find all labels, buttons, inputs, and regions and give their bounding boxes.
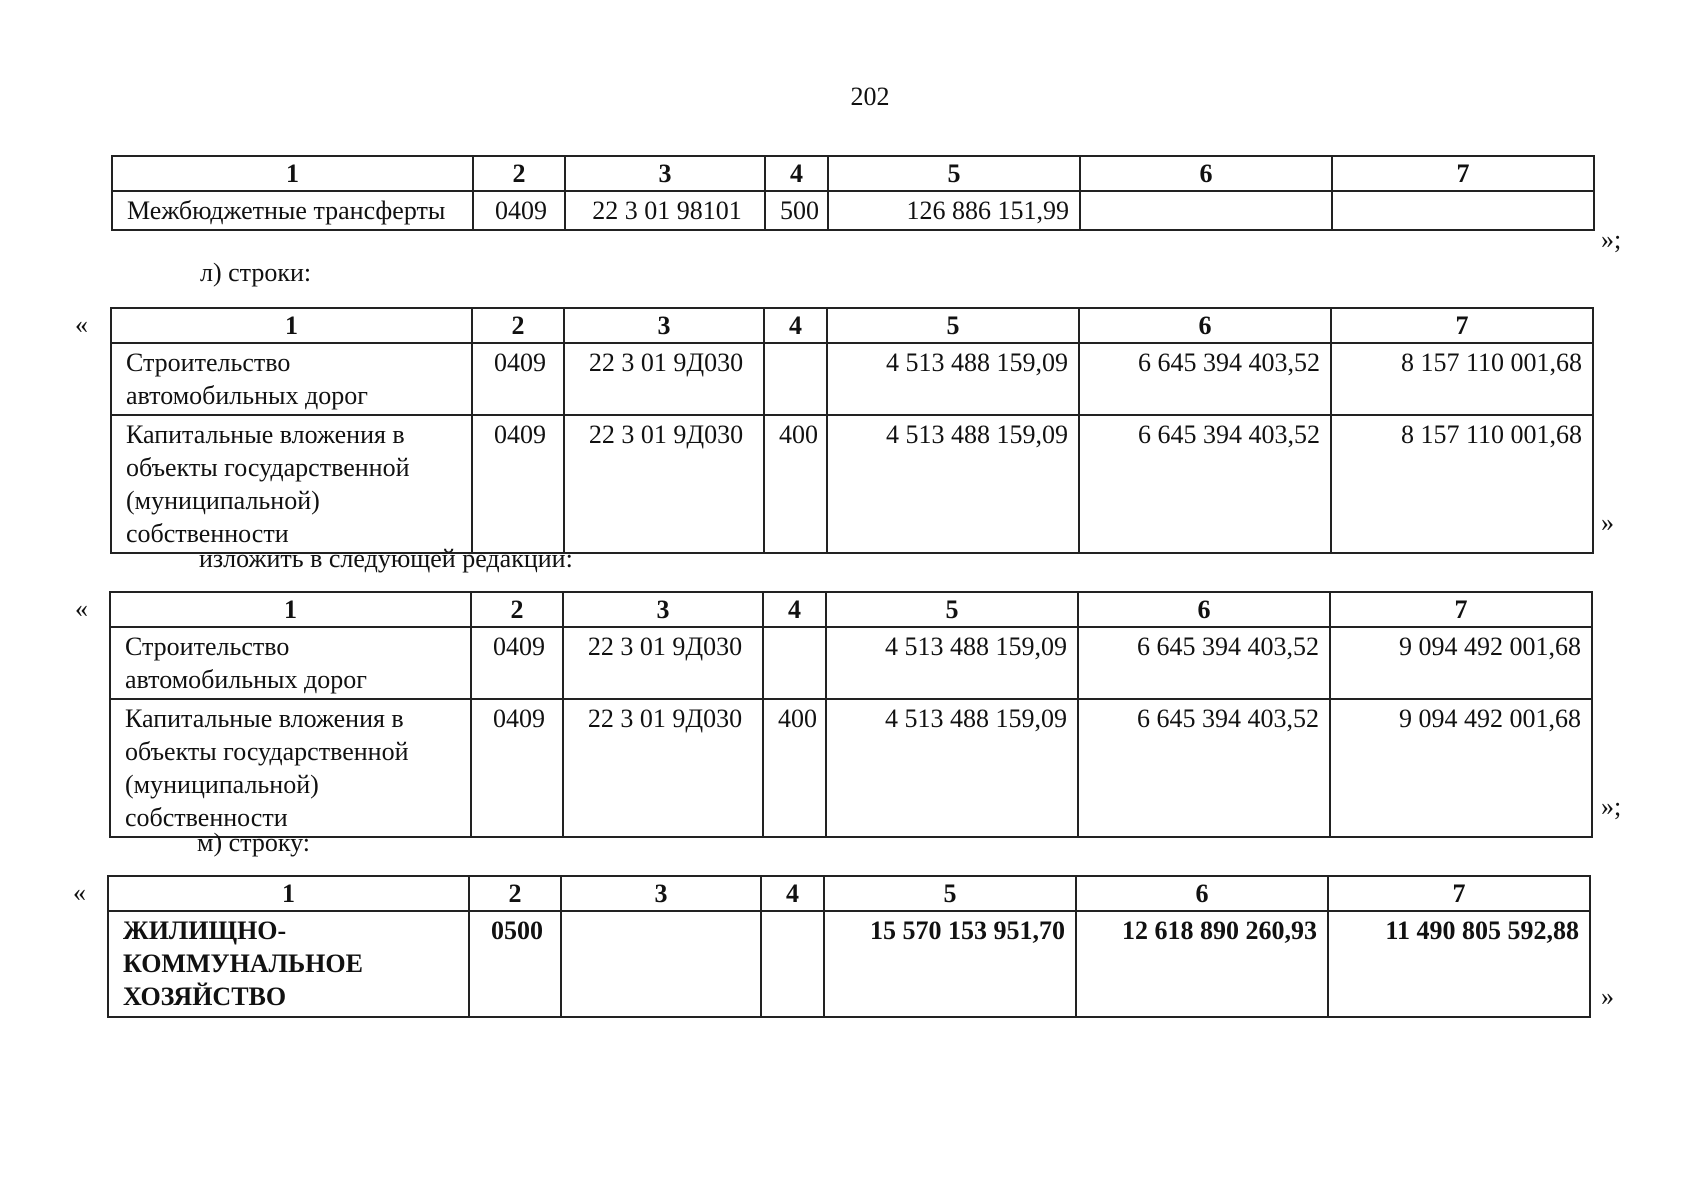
header-cell: 6: [1078, 592, 1330, 627]
row-amount-5: 126 886 151,99: [828, 191, 1080, 230]
header-row: [112, 156, 1594, 191]
opening-quote: «: [75, 594, 88, 623]
header-cell: 6: [1080, 156, 1332, 191]
header-cell: 6: [1079, 308, 1331, 343]
row-amount-5: 15 570 153 951,70: [824, 911, 1076, 1017]
row-target-code: 22 3 01 9Д030: [564, 415, 764, 553]
row-section: 0409: [471, 699, 563, 837]
row-expense-type: [761, 911, 824, 1017]
row-amount-7: 8 157 110 001,68: [1331, 343, 1593, 415]
budget-table-4: [107, 875, 1591, 1018]
header-cell: 4: [765, 156, 828, 191]
row-expense-type: 400: [763, 699, 826, 837]
row-section: 0500: [469, 911, 561, 1017]
row-section: 0409: [472, 415, 564, 553]
row-expense-type: [763, 627, 826, 699]
closing-quote: »: [1601, 508, 1614, 537]
header-cell: 7: [1330, 592, 1592, 627]
header-cell: 4: [764, 308, 827, 343]
header-cell: 3: [565, 156, 765, 191]
caption-m: м) строку:: [197, 828, 310, 857]
header-cell: 3: [561, 876, 761, 911]
budget-table-2: [110, 307, 1594, 554]
table-block-3: [109, 591, 1593, 838]
row-amount-7: [1332, 191, 1594, 230]
table-row: [110, 627, 1592, 699]
row-expense-type: [764, 343, 827, 415]
row-expense-type: 400: [764, 415, 827, 553]
row-name: Межбюджетные трансферты: [112, 191, 473, 230]
header-cell: 1: [108, 876, 469, 911]
caption-l: л) строки:: [200, 258, 312, 287]
row-target-code: 22 3 01 9Д030: [563, 627, 763, 699]
table-block-1: [111, 155, 1595, 231]
header-cell: 2: [469, 876, 561, 911]
row-amount-5: 4 513 488 159,09: [827, 415, 1079, 553]
header-cell: 7: [1328, 876, 1590, 911]
row-name: Строительство автомобильных дорог: [110, 627, 471, 699]
row-amount-6: 6 645 394 403,52: [1079, 415, 1331, 553]
closing-quote: »: [1601, 982, 1614, 1011]
table-row: [111, 343, 1593, 415]
row-amount-5: 4 513 488 159,09: [827, 343, 1079, 415]
row-amount-7: 9 094 492 001,68: [1330, 699, 1592, 837]
row-amount-7: 11 490 805 592,88: [1328, 911, 1590, 1017]
row-name: Капитальные вложения в объекты государственной (муниципальной) собственности: [110, 699, 471, 837]
header-row: [108, 876, 1590, 911]
header-cell: 7: [1332, 156, 1594, 191]
row-target-code: [561, 911, 761, 1017]
table-block-4: [107, 875, 1591, 1018]
header-cell: 7: [1331, 308, 1593, 343]
opening-quote: «: [75, 310, 88, 339]
header-cell: 3: [563, 592, 763, 627]
row-target-code: 22 3 01 9Д030: [564, 343, 764, 415]
header-cell: 1: [111, 308, 472, 343]
row-amount-7: 9 094 492 001,68: [1330, 627, 1592, 699]
header-cell: 2: [473, 156, 565, 191]
row-amount-7: 8 157 110 001,68: [1331, 415, 1593, 553]
table-row: [112, 191, 1594, 230]
closing-quote: »;: [1601, 792, 1622, 821]
row-section: 0409: [473, 191, 565, 230]
table-row: [108, 911, 1590, 1017]
row-name: Капитальные вложения в объекты государственной (муниципальной) собственности: [111, 415, 472, 553]
row-amount-6: 6 645 394 403,52: [1078, 627, 1330, 699]
table-row: [110, 699, 1592, 837]
opening-quote: «: [73, 878, 86, 907]
header-cell: 5: [828, 156, 1080, 191]
header-cell: 6: [1076, 876, 1328, 911]
row-expense-type: 500: [765, 191, 828, 230]
row-amount-6: 6 645 394 403,52: [1079, 343, 1331, 415]
header-cell: 5: [826, 592, 1078, 627]
page-number: 202: [850, 82, 890, 111]
row-amount-5: 4 513 488 159,09: [826, 699, 1078, 837]
budget-table-3: [109, 591, 1593, 838]
header-cell: 2: [471, 592, 563, 627]
table-row: [111, 415, 1593, 553]
header-cell: 1: [110, 592, 471, 627]
row-section: 0409: [472, 343, 564, 415]
caption-new-edition: изложить в следующей редакции:: [199, 544, 573, 573]
header-row: [111, 308, 1593, 343]
row-amount-5: 4 513 488 159,09: [826, 627, 1078, 699]
header-row: [110, 592, 1592, 627]
row-amount-6: 6 645 394 403,52: [1078, 699, 1330, 837]
row-amount-6: 12 618 890 260,93: [1076, 911, 1328, 1017]
header-cell: 4: [763, 592, 826, 627]
row-name: ЖИЛИЩНО-КОММУНАЛЬНОЕ ХОЗЯЙСТВО: [108, 911, 469, 1017]
header-cell: 5: [827, 308, 1079, 343]
header-cell: 3: [564, 308, 764, 343]
header-cell: 5: [824, 876, 1076, 911]
row-target-code: 22 3 01 98101: [565, 191, 765, 230]
header-cell: 2: [472, 308, 564, 343]
budget-table-1: [111, 155, 1595, 231]
row-target-code: 22 3 01 9Д030: [563, 699, 763, 837]
row-amount-6: [1080, 191, 1332, 230]
row-section: 0409: [471, 627, 563, 699]
header-cell: 4: [761, 876, 824, 911]
header-cell: 1: [112, 156, 473, 191]
closing-quote: »;: [1601, 225, 1622, 254]
row-name: Строительство автомобильных дорог: [111, 343, 472, 415]
table-block-2: [110, 307, 1594, 554]
